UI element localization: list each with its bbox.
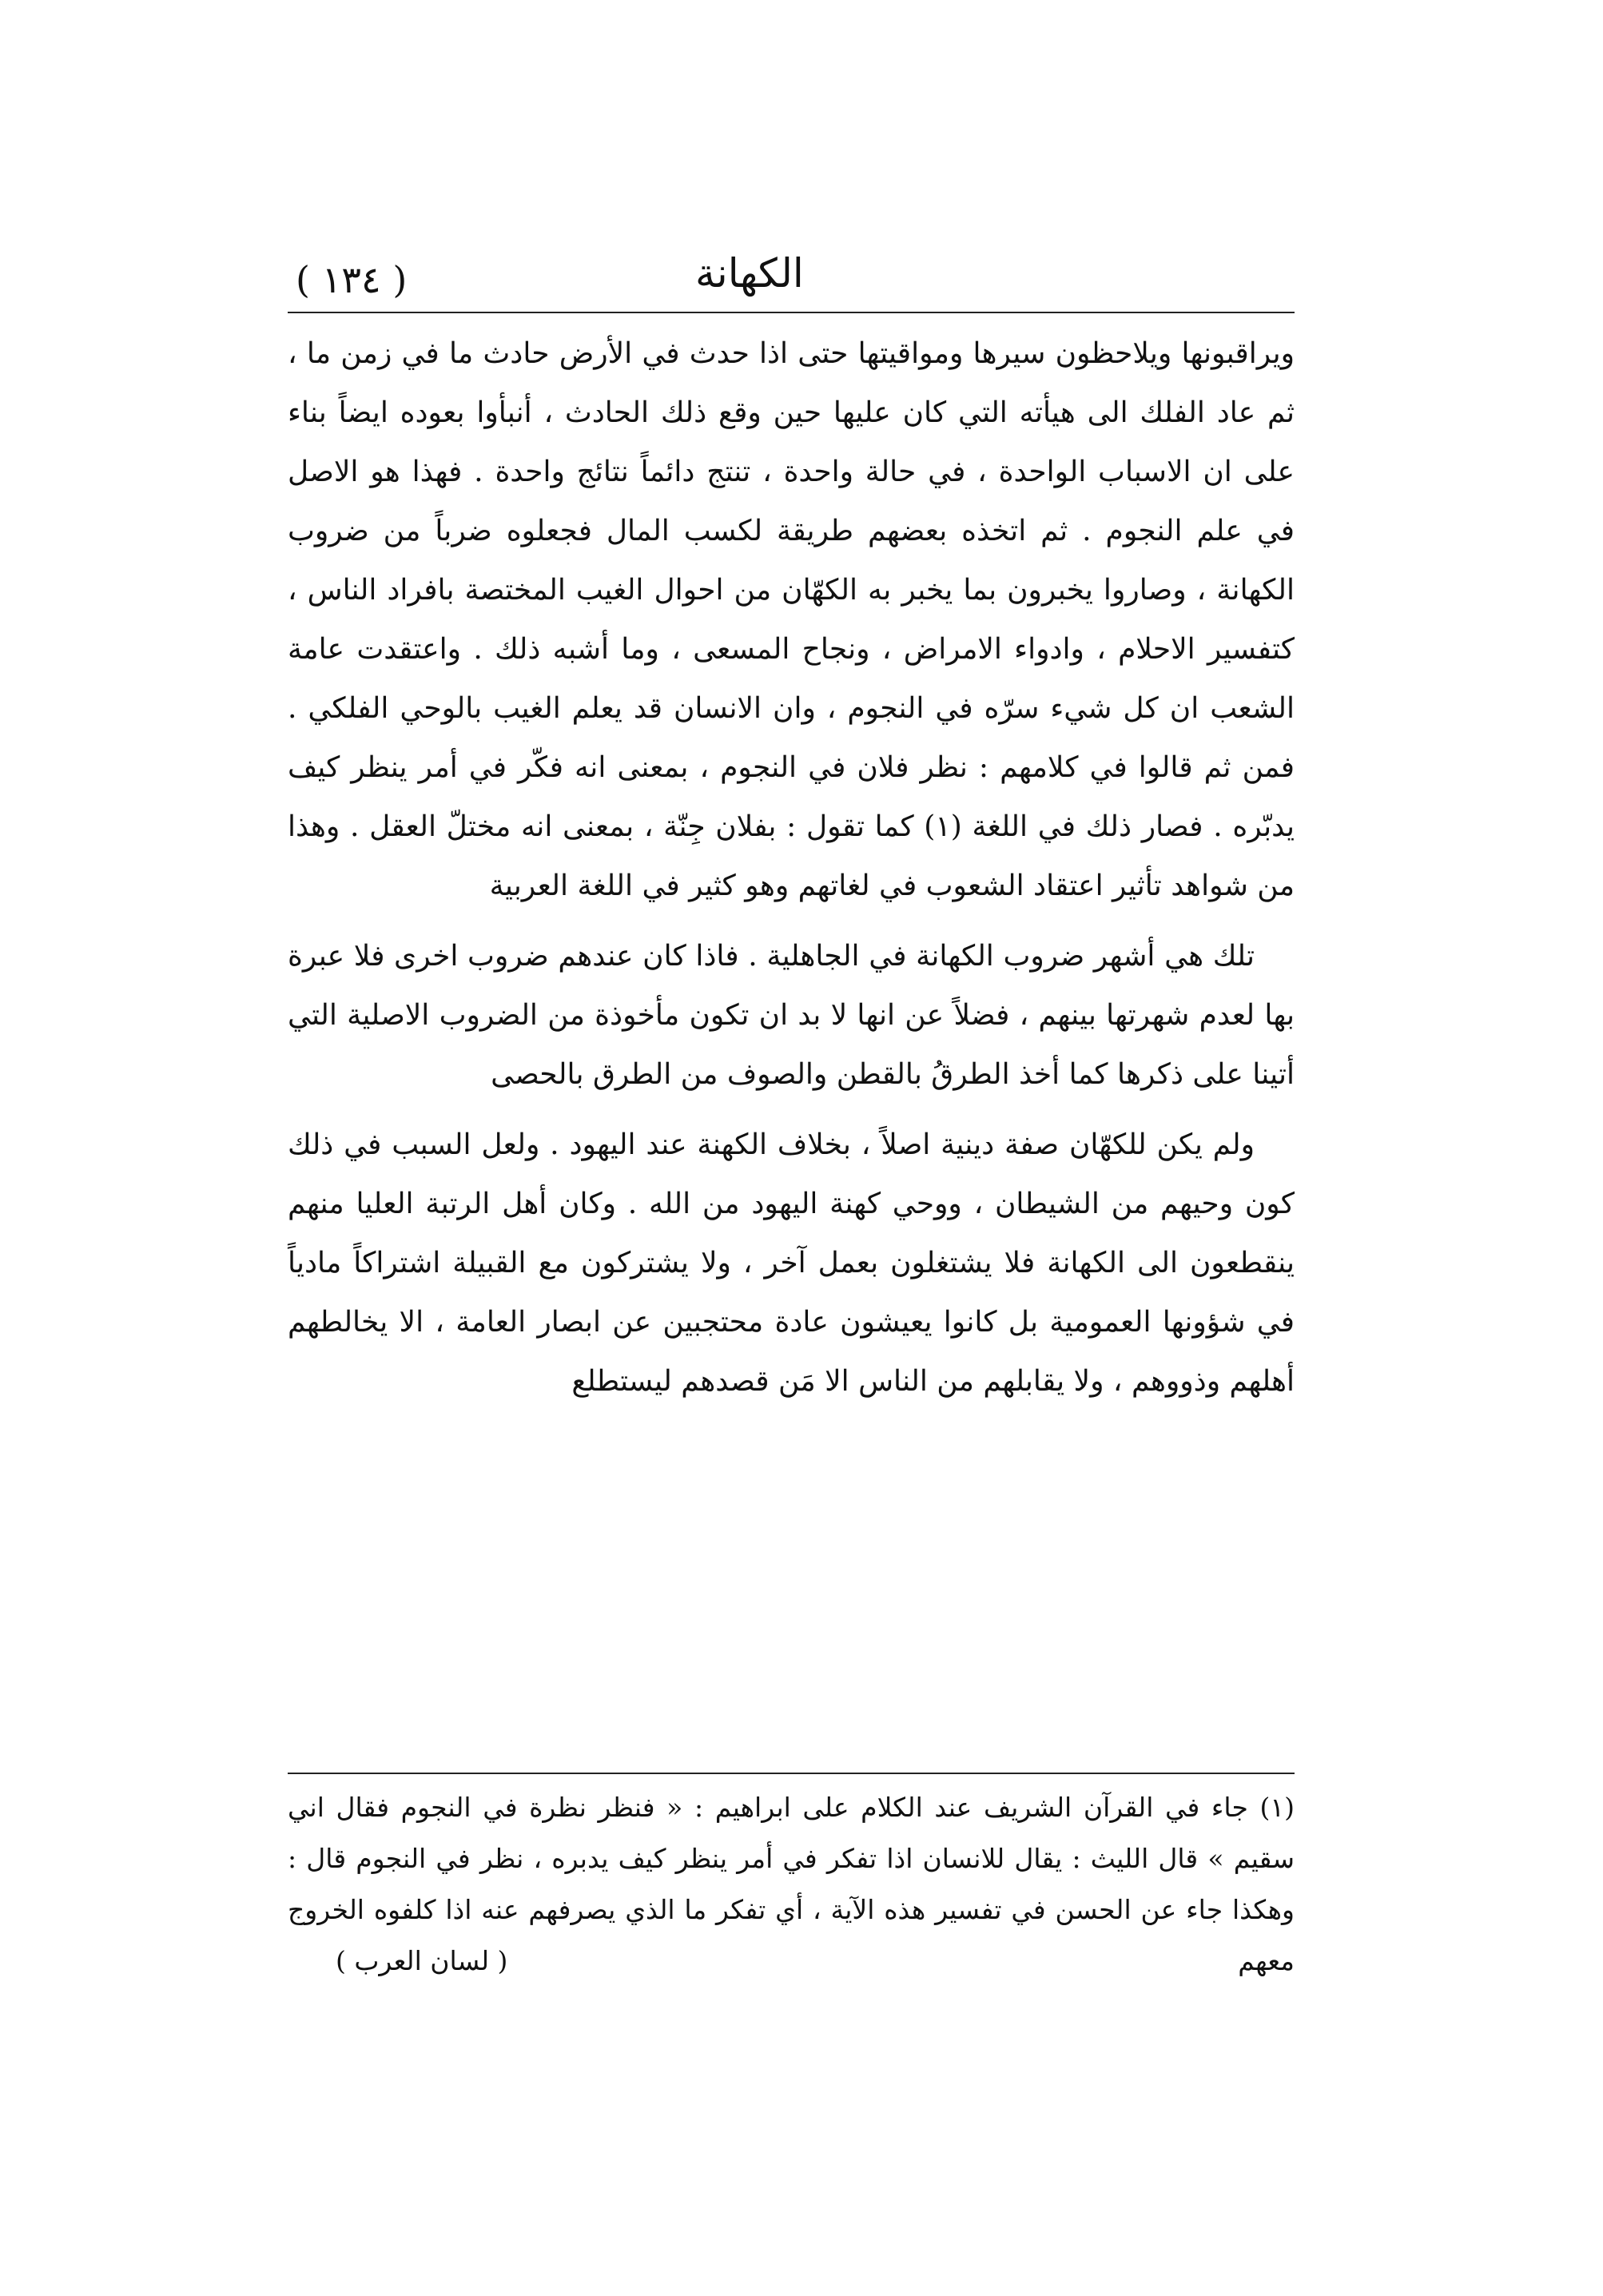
page-number: ( ١٣٤ ) bbox=[296, 258, 408, 301]
paragraph: ولم يكن للكهّان صفة دينية اصلاً ، بخلاف الكهنة عند اليهود . ولعل السبب في ذلك كون وحيهم من الشيطان ، ووحي كهنة اليهود من الله . وكان أهل الرتبة العليا منهم ينقطعون الى الكهانة فلا يشتغلون بعمل آخر ، ولا يشتركون مع القبيلة اشتراكاً مادياً في شؤونها العمومية بل كانوا يعيشون عادة محتجبين عن ابصار العامة ، الا يخالطهم أهلهم وذووهم ، ولا يقابلهم من الناس الا مَن قصدهم ليستطلع bbox=[288, 1128, 1295, 1398]
footnote-text: (١) جاء في القرآن الشريف عند الكلام على ابراهيم : « فنظر نظرة في النجوم فقال اني سقيم » قال الليث : يقال للانسان اذا تفكر في أمر ينظر كيف يدبره ، نظر في النجوم قال : وهكذا جاء عن الحسن في تفسير هذه الآية ، أي تفكر ما الذي يصرفهم عنه اذا كلفوه الخروج معهم bbox=[288, 1792, 1295, 1976]
paragraph: ويراقبونها ويلاحظون سيرها ومواقيتها حتى اذا حدث في الأرض حادث ما في زمن ما ، ثم عاد الفلك الى هيأته التي كان عليها حين وقع ذلك الحادث ، أنبأوا بعوده ايضاً بناء على ان الاسباب الواحدة ، في حالة واحدة ، تنتج دائماً نتائج واحدة . فهذا هو الاصل في علم النجوم . ثم اتخذه بعضهم طريقة لكسب المال فجعلوه ضرباً من ضروب الكهانة ، وصاروا يخبرون بما يخبر به الكهّان من احوال الغيب المختصة بافراد الناس ، كتفسير الاحلام ، وادواء الامراض ، ونجاح المسعى ، وما أشبه ذلك . واعتقدت عامة الشعب ان كل شيء سرّه في النجوم ، وان الانسان قد يعلم الغيب بالوحي الفلكي . فمن ثم قالوا في كلامهم : نظر فلان في النجوم ، بمعنى انه فكّر في أمر ينظر كيف يدبّره . فصار ذلك في اللغة (١) كما تقول : بفلان جِنّة ، بمعنى انه مختلّ العقل . وهذا من شواهد تأثير اعتقاد الشعوب في لغاتهم وهو كثير في اللغة العربية bbox=[288, 337, 1295, 902]
running-title: الكهانة bbox=[695, 250, 804, 296]
footnote-source: ( لسان العرب ) bbox=[336, 1945, 508, 1976]
footnote-divider bbox=[288, 1773, 1295, 1774]
footnote bbox=[288, 1782, 1295, 1987]
document-page bbox=[288, 224, 1295, 2062]
header-divider bbox=[288, 312, 1295, 313]
body-text bbox=[288, 324, 1295, 1411]
page-header bbox=[288, 224, 1295, 312]
paragraph: تلك هي أشهر ضروب الكهانة في الجاهلية . فاذا كان عندهم ضروب اخرى فلا عبرة بها لعدم شهرتها بينهم ، فضلاً عن انها لا بد ان تكون مأخوذة من الضروب الاصلية التي أتينا على ذكرها كما أخذ الطرقُ بالقطن والصوف من الطرق بالحصى bbox=[288, 940, 1295, 1091]
